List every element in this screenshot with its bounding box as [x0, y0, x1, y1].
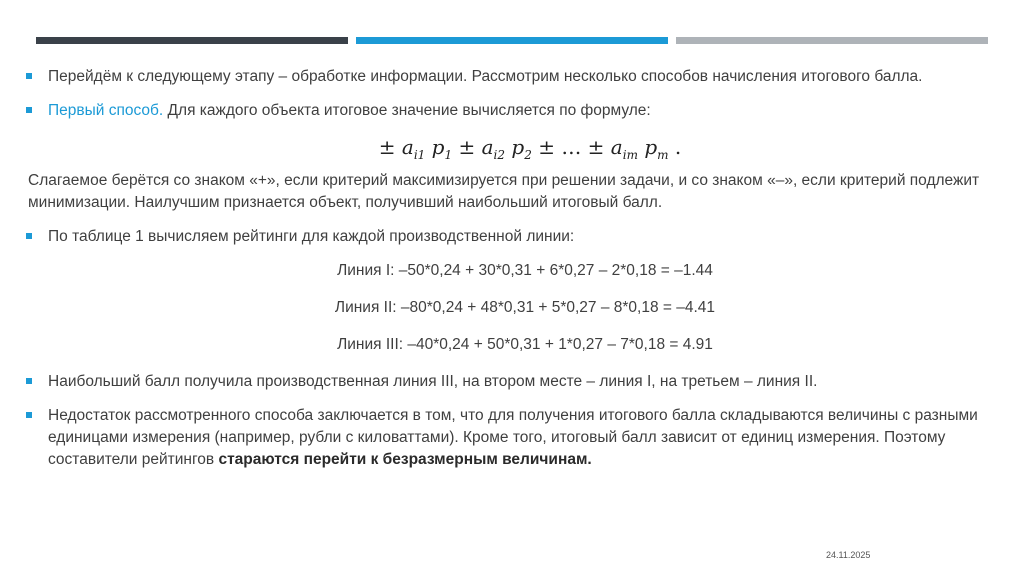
formula-psub: 1 — [444, 148, 453, 162]
formula-pm: ± — [458, 135, 476, 159]
calc-line-1: Линия I: –50*0,24 + 30*0,31 + 6*0,27 – 2*0,18 = –1.44 — [337, 262, 713, 279]
paragraph-first-method — [20, 100, 1000, 122]
formula-pm: ± — [538, 135, 555, 159]
calc-line-3: Линия III: –40*0,24 + 50*0,31 + 1*0,27 – 7*0,18 = 4.91 — [337, 336, 713, 353]
drawback-bold: стараются перейти к безразмерным величинам. — [218, 451, 592, 468]
header-bar-dark — [36, 37, 348, 44]
header-bar-gray — [676, 37, 988, 44]
result-text: Наибольший балл получила производственная линия III, на втором месте – линия I, на третьем – линия II. — [48, 373, 818, 390]
bullet-icon — [26, 107, 32, 113]
formula-p: p — [431, 135, 445, 159]
first-method-text: Для каждого объекта итоговое значение вычисляется по формуле: — [163, 102, 651, 119]
formula — [20, 130, 1000, 164]
formula-psub: 2 — [524, 148, 532, 162]
formula-psub: m — [657, 148, 669, 162]
first-method-highlight: Первый способ. — [48, 102, 164, 119]
formula-sub: i1 — [413, 148, 426, 162]
header-bar-blue — [356, 37, 668, 44]
slide-content — [20, 66, 1000, 483]
formula-a: a — [401, 135, 414, 159]
intro-text: Перейдём к следующему этапу – обработке информации. Рассмотрим несколько способов начисления итогового балла. — [48, 68, 923, 85]
formula-sub: im — [622, 148, 638, 162]
formula-dots: … — [561, 135, 582, 159]
paragraph-table-calc — [20, 226, 1000, 248]
sign-rule-text: Слагаемое берётся со знаком «+», если критерий максимизируется при решении задачи, и со знаком «–», если критерий подлежит минимизации. Наилучшим признается объект, получивший наибольший итоговый балл. — [28, 172, 980, 211]
formula-a: a — [610, 135, 623, 159]
formula-a: a — [481, 135, 494, 159]
paragraph-result — [20, 371, 1000, 393]
paragraph-drawback — [20, 405, 1000, 471]
table-calc-text: По таблице 1 вычисляем рейтинги для каждой производственной линии: — [48, 228, 575, 245]
bullet-icon — [26, 73, 32, 79]
formula-p: p — [644, 135, 658, 159]
bullet-icon — [26, 233, 32, 239]
formula-pm: ± — [378, 135, 396, 159]
formula-end: . — [674, 135, 682, 159]
formula-p: p — [511, 135, 525, 159]
header-bars — [36, 37, 988, 44]
footer-date: 24.11.2025 — [826, 550, 871, 560]
bullet-icon — [26, 412, 32, 418]
calc-line-2: Линия II: –80*0,24 + 48*0,31 + 5*0,27 – 8*0,18 = –4.41 — [334, 299, 716, 316]
bullet-icon — [26, 378, 32, 384]
formula-sub: i2 — [493, 148, 506, 162]
drawback-text: Недостаток рассмотренного способа заключается в том, что для получения итогового балла складываются величины с разными единицами измерения (например, рубли с киловаттами). Кроме того, итоговый балл зависит от единиц измерения. Поэтому составители рейтингов — [48, 407, 978, 468]
paragraph-sign-rule — [20, 170, 1000, 214]
paragraph-intro — [20, 66, 1000, 88]
formula-pm: ± — [587, 135, 605, 159]
